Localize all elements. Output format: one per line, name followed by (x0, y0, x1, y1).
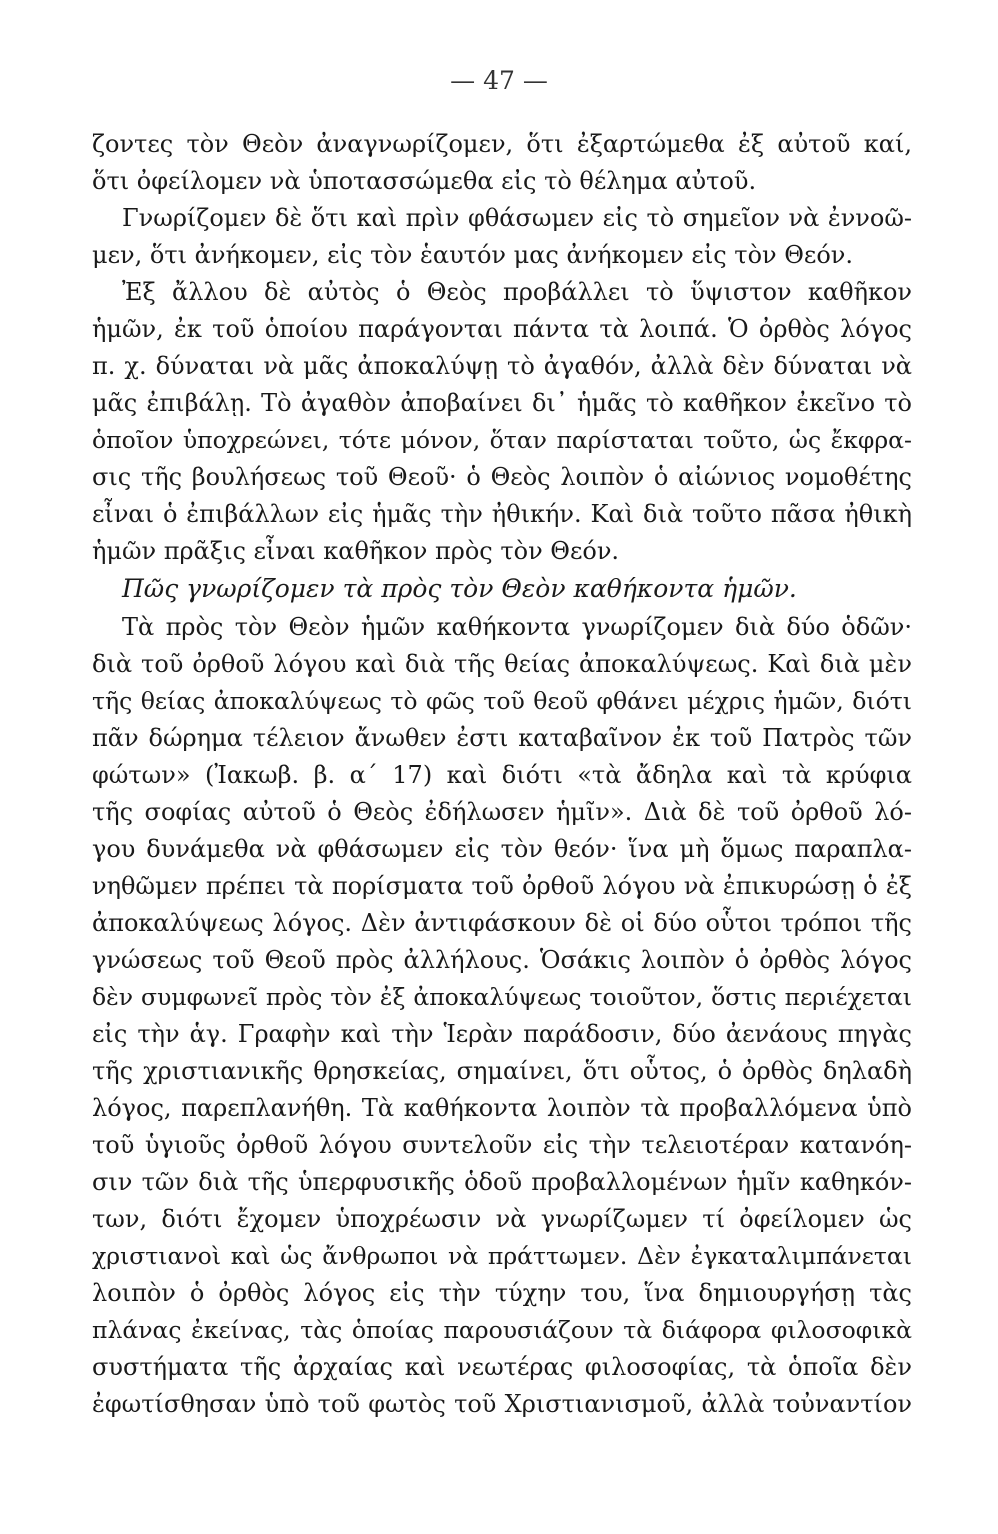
text-line: τοῦ ὑγιοῦς ὀρθοῦ λόγου συντελοῦν εἰς τὴν τελειοτέραν κατανόη- (92, 1131, 912, 1159)
text-line: συστήματα τῆς ἀρχαίας καὶ νεωτέρας φιλοσοφίας, τὰ ὁποῖα δὲν (92, 1353, 912, 1381)
text-line (92, 1422, 912, 1460)
text-line: χριστιανοὶ καὶ ὡς ἄνθρωποι νὰ πράττωμεν. Δὲν ἐγκαταλιμπάνεται (92, 1242, 912, 1270)
text-line: τῆς χριστιανικῆς θρησκείας, σημαίνει, ὅτι οὗτος, ὁ ὀρθὸς δηλαδὴ (92, 1057, 912, 1085)
text-line: διὰ τοῦ ὀρθοῦ λόγου καὶ διὰ τῆς θείας ἀποκαλύψεως. Καὶ διὰ μὲν (92, 650, 912, 678)
text-line: δὲν συμφωνεῖ πρὸς τὸν ἐξ ἀποκαλύψεως τοιοῦτον, ὅστις περιέχεται (92, 983, 912, 1011)
text-line: σις τῆς βουλήσεως τοῦ Θεοῦ· ὁ Θεὸς λοιπὸν ὁ αἰώνιος νομοθέτης (92, 463, 912, 491)
text-line: γου δυνάμεθα νὰ φθάσωμεν εἰς τὸν θεόν· ἵνα μὴ ὅμως παραπλα- (92, 835, 912, 863)
text-line (92, 1496, 912, 1534)
text-line: τῆς θείας ἀποκαλύψεως τὸ φῶς τοῦ θεοῦ φθάνει μέχρις ἡμῶν, διότι (92, 687, 912, 715)
text-line: ἡμῶν πρᾶξις εἶναι καθῆκον πρὸς τὸν Θεόν. (92, 537, 620, 565)
text-line: ἐφωτίσθησαν ὑπὸ τοῦ φωτὸς τοῦ Χριστιανισμοῦ, ἀλλὰ τοὐναντίον (92, 1390, 912, 1418)
text-line: μεν, ὅτι ἀνήκομεν, εἰς τὸν ἑαυτόν μας ἀνήκομεν εἰς τὸν Θεόν. (92, 241, 854, 269)
text-line: πᾶν δώρημα τέλειον ἄνωθεν ἐστι καταβαῖνον ἐκ τοῦ Πατρὸς τῶν (92, 724, 912, 752)
text-line: γνώσεως τοῦ Θεοῦ πρὸς ἀλλήλους. Ὁσάκις λοιπὸν ὁ ὀρθὸς λόγος (92, 946, 912, 974)
section-heading: Πῶς γνωρίζομεν τὰ πρὸς τὸν Θεὸν καθήκοντα ἡμῶν. (122, 574, 797, 603)
text-line: λοιπὸν ὁ ὀρθὸς λόγος εἰς τὴν τύχην του, ἵνα δημιουργήσῃ τὰς (92, 1279, 912, 1307)
text-line: σιν τῶν διὰ τῆς ὑπερφυσικῆς ὁδοῦ προβαλλομένων ἡμῖν καθηκόν- (92, 1168, 912, 1196)
text-line: λόγος, παρεπλανήθη. Τὰ καθήκοντα λοιπὸν τὰ προβαλλόμενα ὑπὸ (92, 1094, 912, 1122)
text-line: ἡμῶν, ἐκ τοῦ ὁποίου παράγονται πάντα τὰ λοιπά. Ὁ ὀρθὸς λόγος (92, 315, 912, 343)
text-line: των, διότι ἔχομεν ὑποχρέωσιν νὰ γνωρίζωμεν τί ὀφείλομεν ὡς (92, 1205, 912, 1233)
page-number: — 47 — (450, 66, 548, 95)
text-line (92, 1459, 912, 1497)
text-line: Ἐξ ἄλλου δὲ αὐτὸς ὁ Θεὸς προβάλλει τὸ ὕψιστον καθῆκον (122, 278, 912, 306)
text-line: ζοντες τὸν Θεὸν ἀναγνωρίζομεν, ὅτι ἐξαρτώμεθα ἐξ αὐτοῦ καί, (92, 130, 912, 158)
text-line: Γνωρίζομεν δὲ ὅτι καὶ πρὶν φθάσωμεν εἰς τὸ σημεῖον νὰ ἐννοῶ- (122, 204, 912, 232)
text-line: φώτων» (Ἰακωβ. β. α΄ 17) καὶ διότι «τὰ ἄδηλα καὶ τὰ κρύφια (92, 761, 912, 789)
text-line: Τὰ πρὸς τὸν Θεὸν ἡμῶν καθήκοντα γνωρίζομεν διὰ δύο ὁδῶν· (122, 613, 912, 641)
text-line: π. χ. δύναται νὰ μᾶς ἀποκαλύψῃ τὸ ἀγαθόν, ἀλλὰ δὲν δύναται νὰ (92, 352, 912, 380)
text-line: μᾶς ἐπιβάλῃ. Τὸ ἀγαθὸν ἀποβαίνει δι᾿ ἡμᾶς τὸ καθῆκον ἐκεῖνο τὸ (92, 389, 912, 417)
text-line: ἀποκαλύψεως λόγος. Δὲν ἀντιφάσκουν δὲ οἱ δύο οὗτοι τρόποι τῆς (92, 909, 912, 937)
text-line: ὅτι ὀφείλομεν νὰ ὑποτασσώμεθα εἰς τὸ θέλημα αὐτοῦ. (92, 167, 757, 195)
text-line: πλάνας ἐκείνας, τὰς ὁποίας παρουσιάζουν τὰ διάφορα φιλοσοφικὰ (92, 1316, 912, 1344)
text-line: νηθῶμεν πρέπει τὰ πορίσματα τοῦ ὀρθοῦ λόγου νὰ ἐπικυρώσῃ ὁ ἐξ (92, 872, 912, 900)
text-line: εἶναι ὁ ἐπιβάλλων εἰς ἡμᾶς τὴν ἠθικήν. Καὶ διὰ τοῦτο πᾶσα ἠθικὴ (92, 500, 912, 528)
text-line: ὁποῖον ὑποχρεώνει, τότε μόνον, ὅταν παρίσταται τοῦτο, ὡς ἔκφρα- (92, 426, 912, 454)
text-line: τῆς σοφίας αὐτοῦ ὁ Θεὸς ἐδήλωσεν ἡμῖν». Διὰ δὲ τοῦ ὀρθοῦ λό- (92, 798, 912, 826)
text-line: εἰς τὴν ἁγ. Γραφὴν καὶ τὴν Ἱερὰν παράδοσιν, δύο ἀενάους πηγὰς (92, 1020, 912, 1048)
